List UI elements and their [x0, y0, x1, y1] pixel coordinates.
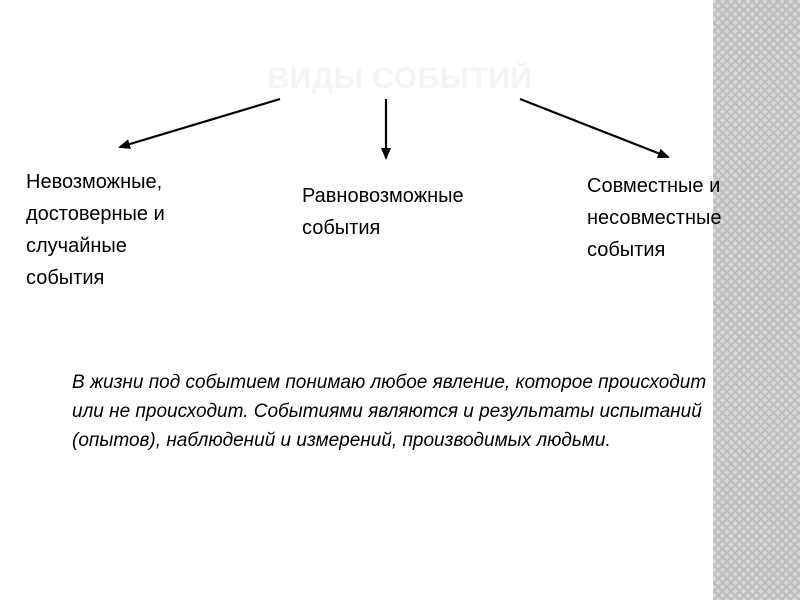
node-right-label: Совместные и несовместные события — [587, 175, 722, 261]
slide-title: ВИДЫ СОБЫТИЙ — [267, 62, 533, 95]
decorative-side-band — [713, 0, 800, 600]
node-center-label: Равновозможные события — [302, 185, 464, 239]
node-left-label: Невозможные, достоверные и случайные события — [26, 171, 165, 289]
definition-note: В жизни под событием понимаю любое явление, которое происходит или не происходит. Событиями являются и результаты испытаний (опытов), наблюдений и измерений, производимых людьми. — [72, 372, 707, 451]
arrow-left — [120, 99, 280, 147]
arrow-right — [520, 99, 668, 157]
